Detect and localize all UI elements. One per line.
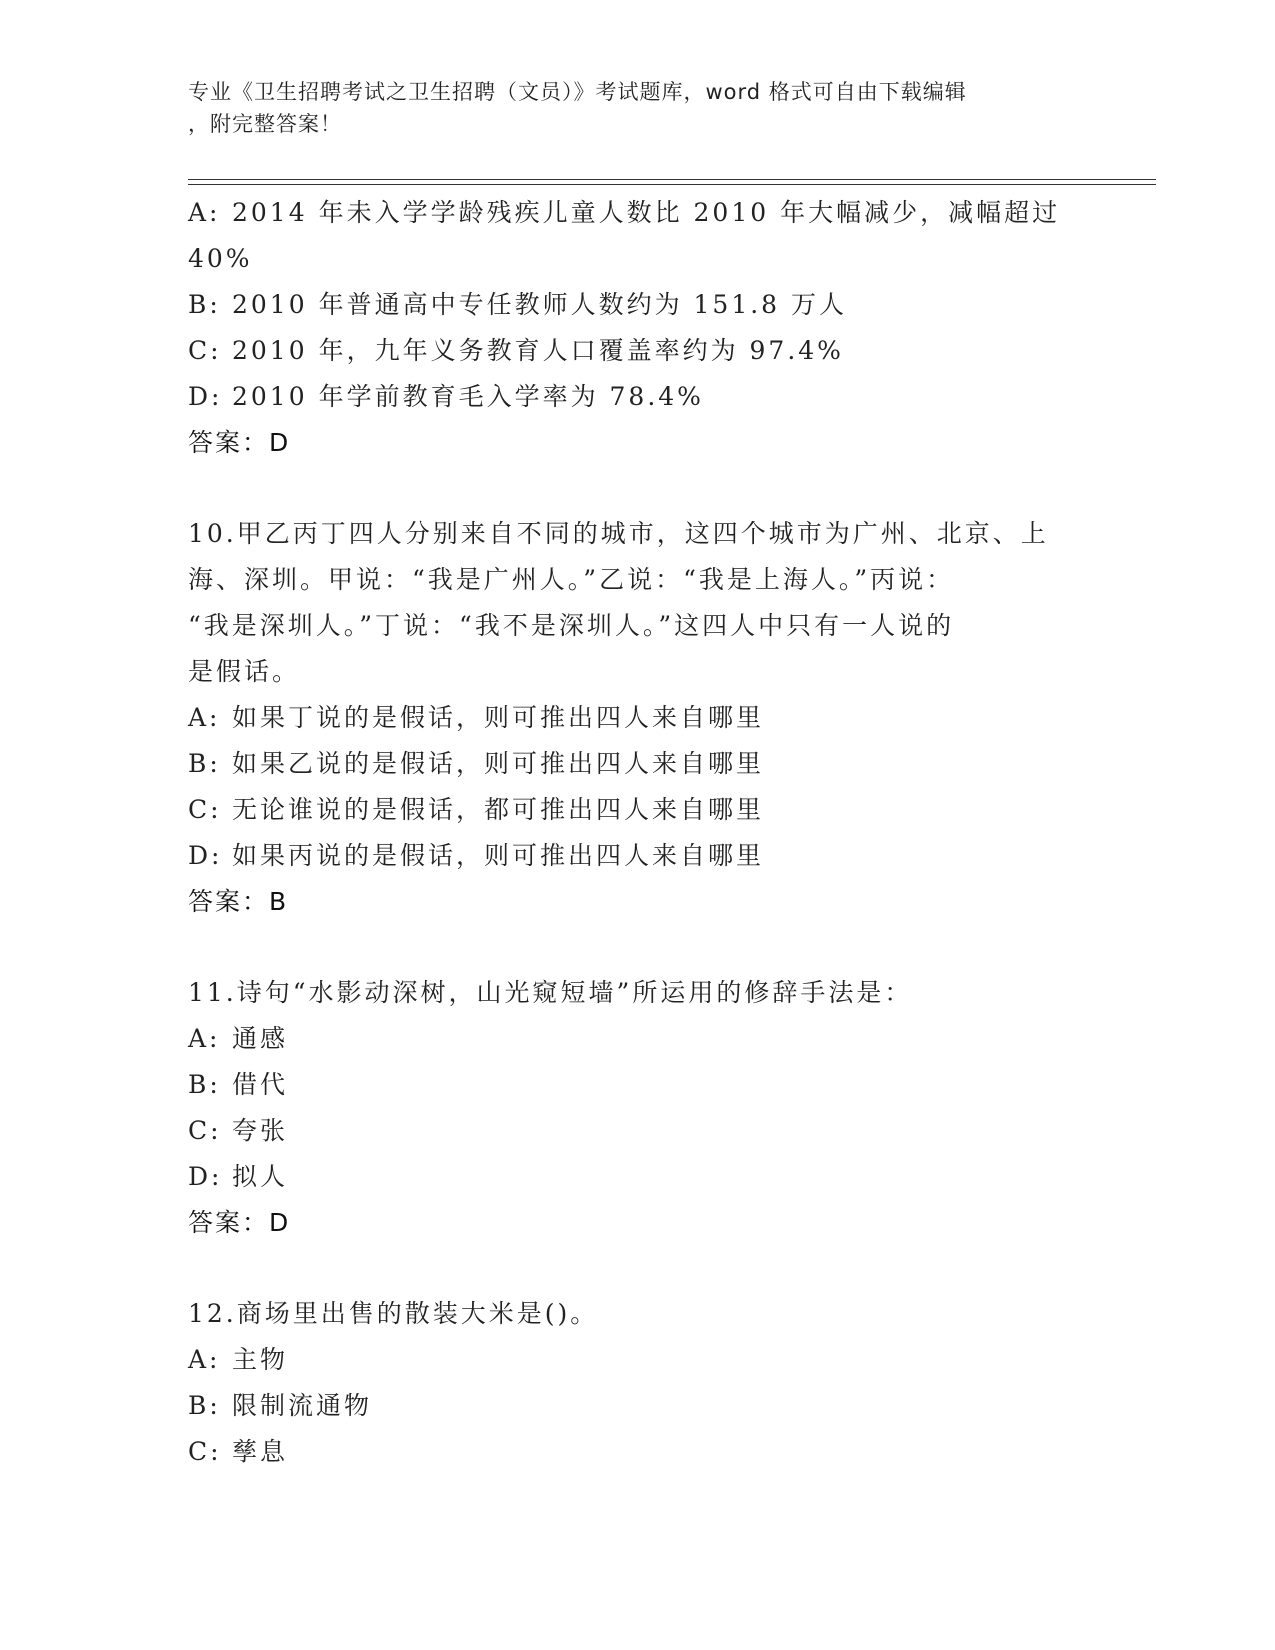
option-label: A: xyxy=(188,703,221,732)
question-stem: 12.商场里出售的散装大米是()。 xyxy=(188,1299,599,1328)
option-label: C: xyxy=(188,1116,222,1145)
question-stem-line: 是假话。 xyxy=(188,657,301,686)
question-stem-line: 海、深圳。甲说：“我是广州人。”乙说：“我是上海人。”丙说： xyxy=(188,565,955,594)
option-label: C: xyxy=(188,795,222,824)
answer: 答案：B xyxy=(188,887,289,916)
header-line-2: ，附完整答案！ xyxy=(188,112,342,136)
option-b xyxy=(188,1383,1068,1429)
option-text: 限制流通物 xyxy=(232,1391,373,1420)
option-b xyxy=(188,1062,1068,1108)
option-label: D: xyxy=(188,841,223,870)
option-a xyxy=(188,1016,1068,1062)
option-a-continuation: 40% xyxy=(188,244,253,273)
option-text: 通感 xyxy=(232,1024,289,1053)
question-10 xyxy=(188,511,1068,925)
option-label: C: xyxy=(188,1437,222,1466)
option-text: 2014 年未入学学龄残疾儿童人数比 2010 年大幅减少，减幅超过 xyxy=(232,198,1061,227)
option-b xyxy=(188,282,1068,328)
option-a xyxy=(188,1337,1068,1383)
spacer xyxy=(188,925,1068,970)
option-text: 夸张 xyxy=(232,1116,289,1145)
option-c xyxy=(188,1429,1068,1475)
option-text: 孳息 xyxy=(232,1437,289,1466)
option-text: 无论谁说的是假话，都可推出四人来自哪里 xyxy=(232,795,765,824)
spacer xyxy=(188,466,1068,511)
option-a xyxy=(188,190,1068,236)
option-d xyxy=(188,1154,1068,1200)
option-text: 主物 xyxy=(232,1345,289,1374)
question-9 xyxy=(188,190,1068,466)
option-label: A: xyxy=(188,1024,221,1053)
option-c xyxy=(188,787,1068,833)
option-label: D: xyxy=(188,382,223,411)
option-b xyxy=(188,741,1068,787)
option-label: D: xyxy=(188,1162,223,1191)
option-c xyxy=(188,328,1068,374)
option-d xyxy=(188,374,1068,420)
option-text: 如果丁说的是假话，则可推出四人来自哪里 xyxy=(232,703,765,732)
answer: 答案：D xyxy=(188,428,291,457)
header-line-1: 专业《卫生招聘考试之卫生招聘（文员）》考试题库，word 格式可自由下载编辑 xyxy=(188,80,967,104)
option-text: 2010 年，九年义务教育人口覆盖率约为 97.4% xyxy=(232,336,844,365)
option-text: 2010 年学前教育毛入学率为 78.4% xyxy=(232,382,704,411)
option-label: A: xyxy=(188,1345,221,1374)
question-list xyxy=(188,190,1068,1475)
option-text: 如果乙说的是假话，则可推出四人来自哪里 xyxy=(232,749,765,778)
option-c xyxy=(188,1108,1068,1154)
document-header xyxy=(188,76,1088,140)
option-label: B: xyxy=(188,290,221,319)
question-11 xyxy=(188,970,1068,1246)
option-text: 如果丙说的是假话，则可推出四人来自哪里 xyxy=(232,841,765,870)
option-label: C: xyxy=(188,336,222,365)
question-stem-line: “我是深圳人。”丁说：“我不是深圳人。”这四人中只有一人说的 xyxy=(188,611,955,640)
option-d xyxy=(188,833,1068,879)
option-label: A: xyxy=(188,198,221,227)
spacer xyxy=(188,1246,1068,1291)
answer: 答案：D xyxy=(188,1208,291,1237)
question-stem: 11.诗句“水影动深树，山光窥短墙”所运用的修辞手法是： xyxy=(188,978,913,1007)
question-12 xyxy=(188,1291,1068,1475)
option-label: B: xyxy=(188,749,221,778)
option-text: 2010 年普通高中专任教师人数约为 151.8 万人 xyxy=(232,290,848,319)
option-text: 借代 xyxy=(232,1070,289,1099)
option-label: B: xyxy=(188,1070,221,1099)
option-text: 拟人 xyxy=(232,1162,289,1191)
option-a xyxy=(188,695,1068,741)
header-divider-top xyxy=(188,179,1156,180)
header-divider-bottom xyxy=(188,184,1156,185)
question-stem-line: 10.甲乙丙丁四人分别来自不同的城市，这四个城市为广州、北京、上 xyxy=(188,519,1049,548)
option-label: B: xyxy=(188,1391,221,1420)
